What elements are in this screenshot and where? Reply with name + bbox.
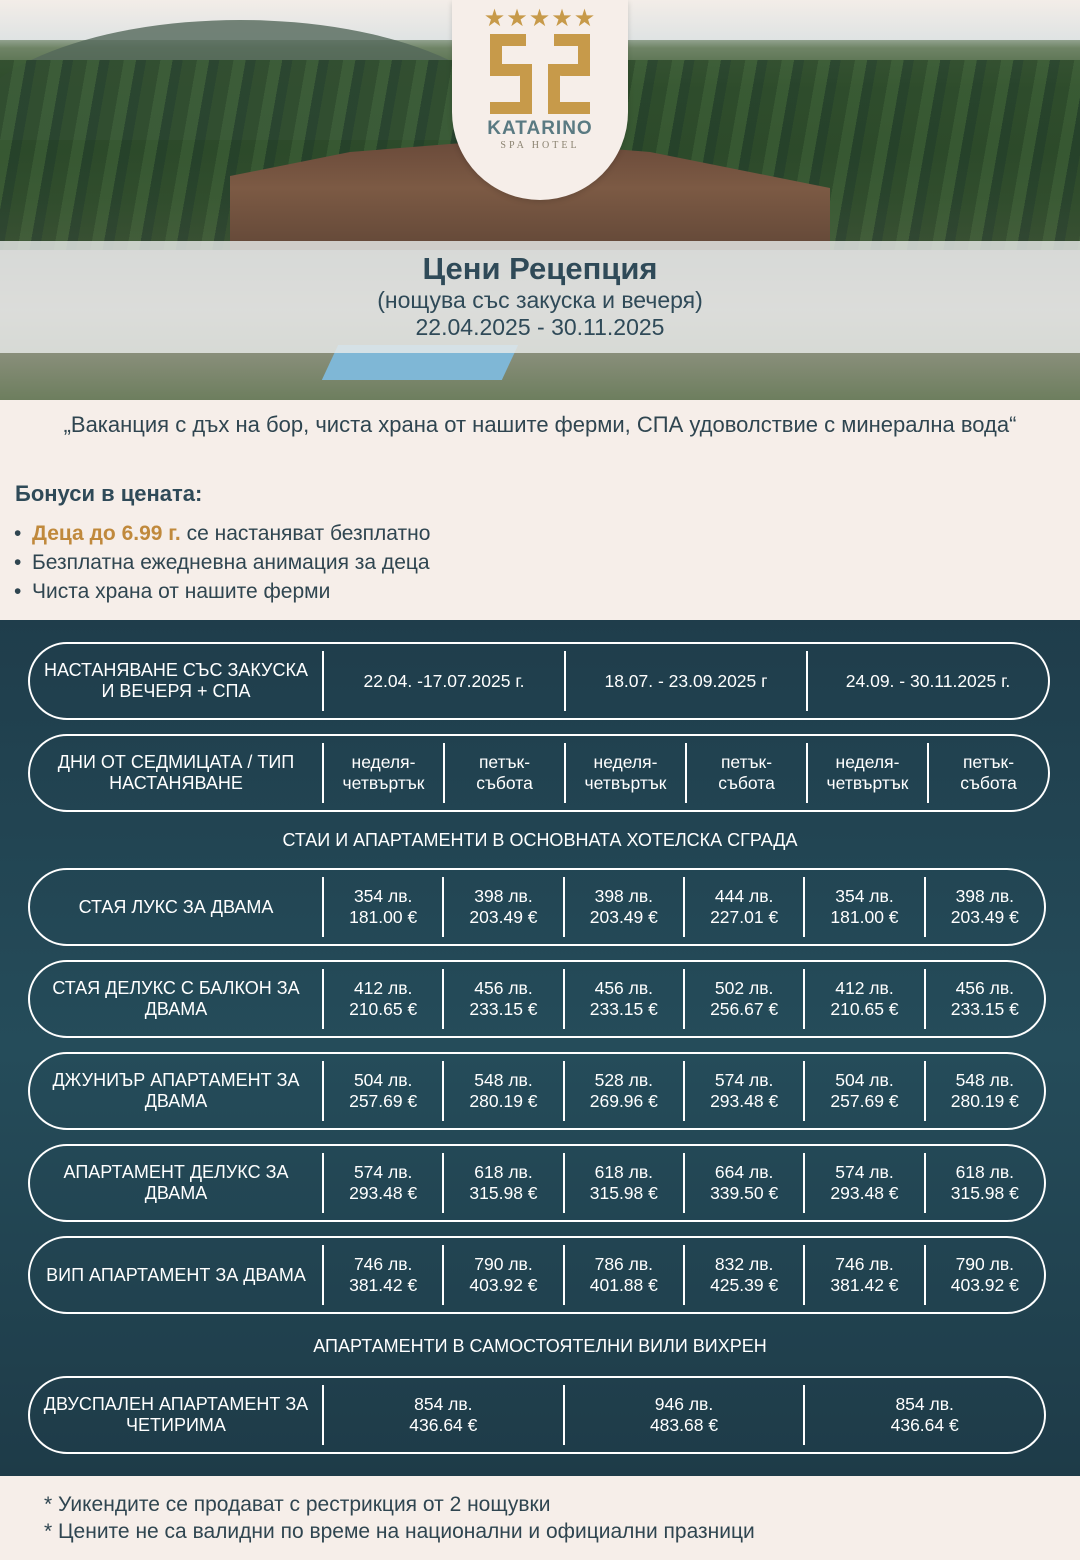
footnotes	[44, 1491, 755, 1545]
price-cell: 854 лв. 436.64 €	[803, 1385, 1044, 1445]
day-type-cell: петък- събота	[443, 743, 564, 803]
period-cell: 22.04. -17.07.2025 г.	[322, 651, 564, 711]
price-cell: 354 лв. 181.00 €	[803, 877, 923, 937]
period-cell: 24.09. - 30.11.2025 г.	[806, 651, 1048, 711]
bonuses-title: Бонуси в цената:	[15, 481, 203, 506]
price-cell: 456 лв. 233.15 €	[442, 969, 562, 1029]
price-cell: 574 лв. 293.48 €	[683, 1061, 803, 1121]
price-cell: 574 лв. 293.48 €	[322, 1153, 442, 1213]
days-row	[28, 734, 1050, 812]
price-table	[0, 620, 1080, 1476]
room-name: ДЖУНИЪР АПАРТАМЕНТ ЗА ДВАМА	[52, 1070, 300, 1111]
section-title-villas: АПАРТАМЕНТИ В САМОСТОЯТЕЛНИ ВИЛИ ВИХРЕН	[313, 1336, 767, 1356]
bonuses-list	[14, 519, 430, 606]
day-type-cell: неделя- четвъртък	[806, 743, 927, 803]
price-cell: 832 лв. 425.39 €	[683, 1245, 803, 1305]
periods-row	[28, 642, 1050, 720]
list-item: • Чиста храна от нашите ферми	[14, 580, 331, 603]
price-cell: 456 лв. 233.15 €	[563, 969, 683, 1029]
price-cell: 790 лв. 403.92 €	[442, 1245, 562, 1305]
room-name: ВИП АПАРТАМЕНТ ЗА ДВАМА	[46, 1264, 306, 1285]
day-type-cell: неделя- четвъртък	[564, 743, 685, 803]
price-cell: 618 лв. 315.98 €	[924, 1153, 1044, 1213]
page-subtitle: (нощува със закуска и вечеря)	[377, 287, 703, 313]
slogan-quote: „Ваканция с дъх на бор, чиста храна от нашите ферми, СПА удоволствие с минерална вода“	[63, 412, 1017, 437]
price-cell: 528 лв. 269.96 €	[563, 1061, 683, 1121]
price-cell: 354 лв. 181.00 €	[322, 877, 442, 937]
price-cell: 504 лв. 257.69 €	[322, 1061, 442, 1121]
stars-icon: ★★★★★	[483, 5, 597, 32]
price-cell: 412 лв. 210.65 €	[803, 969, 923, 1029]
logo-brand: KATARINO	[487, 118, 593, 139]
row-label: ДНИ ОТ СЕДМИЦАТА / ТИП НАСТАНЯВАНЕ	[57, 752, 295, 793]
room-row	[28, 960, 1046, 1038]
price-cell: 398 лв. 203.49 €	[924, 877, 1044, 937]
price-cell: 398 лв. 203.49 €	[563, 877, 683, 937]
room-row	[28, 1236, 1046, 1314]
period-cell: 18.07. - 23.09.2025 г	[564, 651, 806, 711]
day-type-cell: петък- събота	[685, 743, 806, 803]
price-cell: 618 лв. 315.98 €	[442, 1153, 562, 1213]
price-cell: 946 лв. 483.68 €	[563, 1385, 804, 1445]
price-cell: 786 лв. 401.88 €	[563, 1245, 683, 1305]
section-title-main: СТАИ И АПАРТАМЕНТИ В ОСНОВНАТА ХОТЕЛСКА СГРАДА	[282, 830, 798, 850]
price-cell: 790 лв. 403.92 €	[924, 1245, 1044, 1305]
price-cell: 746 лв. 381.42 €	[803, 1245, 923, 1305]
price-cell: 548 лв. 280.19 €	[442, 1061, 562, 1121]
room-row	[28, 1144, 1046, 1222]
villa-row	[28, 1376, 1046, 1454]
price-cell: 412 лв. 210.65 €	[322, 969, 442, 1029]
price-cell: 504 лв. 257.69 €	[803, 1061, 923, 1121]
price-cell: 854 лв. 436.64 €	[322, 1385, 563, 1445]
validity-dates: 22.04.2025 - 30.11.2025	[415, 314, 665, 340]
room-name: СТАЯ ЛУКС ЗА ДВАМА	[78, 896, 274, 917]
room-row	[28, 868, 1046, 946]
logo-subtitle: SPA HOTEL	[500, 140, 580, 151]
price-cell: 746 лв. 381.42 €	[322, 1245, 442, 1305]
list-item: • Безплатна ежедневна анимация за деца	[14, 551, 430, 574]
price-cell: 456 лв. 233.15 €	[924, 969, 1044, 1029]
room-name: СТАЯ ДЕЛУКС С БАЛКОН ЗА ДВАМА	[52, 978, 300, 1019]
hotel-logo	[452, 0, 628, 200]
price-cell: 398 лв. 203.49 €	[442, 877, 562, 937]
list-item: • Деца до 6.99 г. се настаняват безплатно	[14, 522, 431, 545]
price-cell: 664 лв. 339.50 €	[683, 1153, 803, 1213]
title-band	[0, 241, 1080, 353]
day-type-cell: неделя- четвъртък	[322, 743, 443, 803]
price-cell: 574 лв. 293.48 €	[803, 1153, 923, 1213]
footnote: * Уикендите се продават с рестрикция от 2 нощувки	[44, 1493, 551, 1516]
logo-mark-icon	[490, 34, 590, 114]
row-label: НАСТАНЯВАНЕ СЪС ЗАКУСКА И ВЕЧЕРЯ + СПА	[44, 660, 308, 701]
page-title: Цени Рецепция	[422, 251, 658, 286]
footnote: * Цените не са валидни по време на национални и официални празници	[44, 1520, 755, 1543]
room-row	[28, 1052, 1046, 1130]
room-name: АПАРТАМЕНТ ДЕЛУКС ЗА ДВАМА	[63, 1162, 289, 1203]
price-cell: 548 лв. 280.19 €	[924, 1061, 1044, 1121]
price-cell: 618 лв. 315.98 €	[563, 1153, 683, 1213]
day-type-cell: петък- събота	[927, 743, 1048, 803]
price-cell: 502 лв. 256.67 €	[683, 969, 803, 1029]
price-cell: 444 лв. 227.01 €	[683, 877, 803, 937]
row-label: ДВУСПАЛЕН АПАРТАМЕНТ ЗА ЧЕТИРИМА	[43, 1394, 309, 1435]
